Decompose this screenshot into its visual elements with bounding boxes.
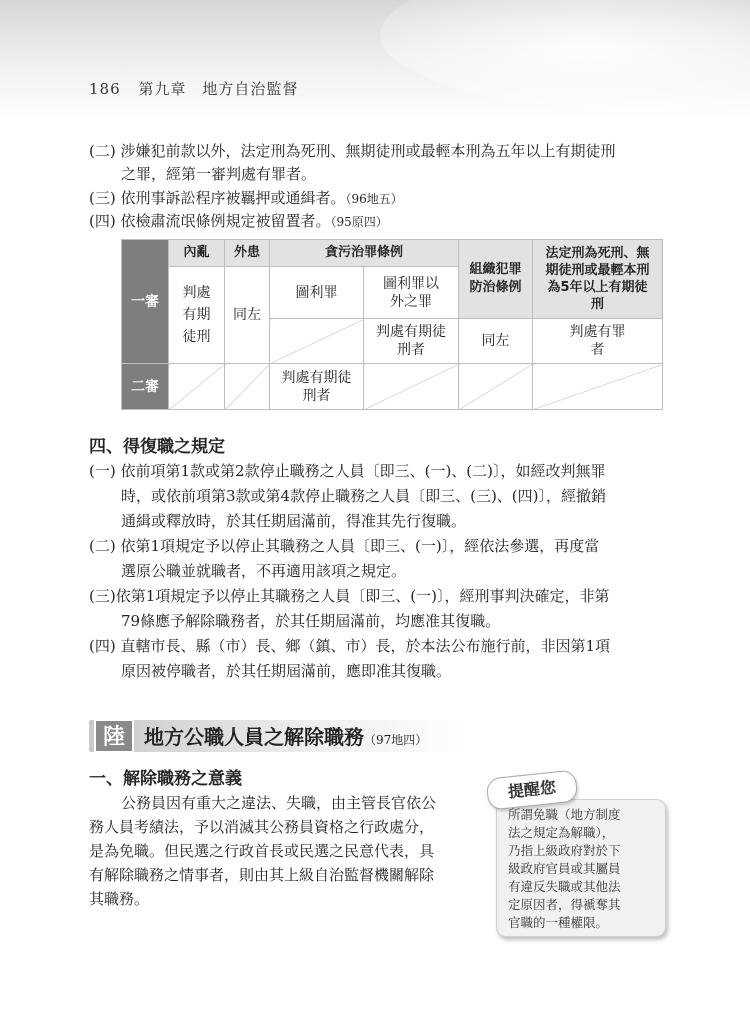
exam-ref: （97地四） <box>364 733 428 747</box>
col-header: 內亂 <box>169 240 225 267</box>
list-item: (三) 依刑事訴訟程序被羈押或通緝者。（96地五） <box>89 189 403 207</box>
list-item-cont: 原因被停職者，於其任期屆滿前，應即准其復職。 <box>121 662 452 680</box>
exam-ref: （96地五） <box>345 192 403 206</box>
empty-cell <box>459 364 533 410</box>
empty-cell <box>225 364 270 410</box>
exam-ref: （95原四） <box>330 215 388 229</box>
list-item: (二) 依第1項規定予以停止其職務之人員〔即三、(一)〕，經依法參選，再度當 <box>89 537 600 555</box>
subsection-heading: 一、解除職務之意義 <box>89 769 242 789</box>
list-item: (四) 依檢肅流氓條例規定被留置者。（95原四） <box>89 212 388 230</box>
trial-table <box>121 239 663 410</box>
list-item-cont: 之罪，經第一審判處有罪者。 <box>121 165 317 183</box>
list-item: (三)依第1項規定予以停止其職務之人員〔即三、(一)〕，經刑事判決確定，非第 <box>89 587 610 605</box>
list-item: (一) 依前項第1款或第2款停止職務之人員〔即三、(一)、(二)〕，如經改判無罪 <box>89 462 606 480</box>
running-header <box>89 78 298 99</box>
col-header: 組織犯罪防治條例 <box>459 240 533 319</box>
table-cell: 同左 <box>225 267 270 364</box>
table-cell: 判處有期徒刑者 <box>270 364 364 410</box>
banner-title: 地方公職人員之解除職務（97地四） <box>144 725 428 749</box>
empty-cell <box>533 364 663 410</box>
list-item: (二) 涉嫌犯前款以外，法定刑為死刑、無期徒刑或最輕本刑為五年以上有期徒刑 <box>89 142 616 160</box>
table-cell: 判處有期徒刑者 <box>364 319 459 364</box>
paragraph-line: 有解除職務之情事者，則由其上級自治監督機關解除 <box>89 866 435 884</box>
paragraph-line: 務人員考績法，予以消滅其公務員資格之行政處分， <box>89 818 435 836</box>
empty-cell <box>169 364 225 410</box>
table-cell: 判處有罪者 <box>533 319 663 364</box>
list-item-cont: 時，或依前項第3款或第4款停止職務之人員〔即三、(三)、(四)〕，經撤銷 <box>121 487 606 505</box>
paragraph-line: 是為免職。但民選之行政首長或民選之民意代表，具 <box>89 842 435 860</box>
section-number-box: 陸 <box>94 719 134 753</box>
list-item-cont: 79條應予解除職務者，於其任期屆滿前，均應准其復職。 <box>121 612 501 630</box>
sub-header: 圖利罪 <box>270 267 364 319</box>
list-item-cont: 通緝或釋放時，於其任期屆滿前，得准其先行復職。 <box>121 512 467 530</box>
table-cell: 同左 <box>459 319 533 364</box>
col-header: 法定刑為死刑、無期徒刑或最輕本刑為5年以上有期徒刑 <box>533 240 663 319</box>
list-item: (四) 直轄市長、縣（市）長、鄉（鎮、市）長，於本法公布施行前，非因第1項 <box>89 637 611 655</box>
paragraph-line: 其職務。 <box>89 890 150 908</box>
table-cell: 判處有期徒刑 <box>169 267 225 364</box>
chapter-title: 第九章 地方自治監督 <box>138 80 299 98</box>
col-header: 外患 <box>225 240 270 267</box>
col-header: 貪污治罪條例 <box>270 240 459 267</box>
empty-cell <box>364 364 459 410</box>
section-heading: 四、得復職之規定 <box>89 437 225 457</box>
row-header-second: 二審 <box>122 364 169 410</box>
sub-header: 圖利罪以外之罪 <box>364 267 459 319</box>
empty-cell <box>270 319 364 364</box>
reminder-text: 所謂免職（地方制度 法之規定為解職）， 乃指上級政府對於下 級政府官員或其屬員 有違反失職或其他法 定原因者，得褫奪其 官職的一種權限。 <box>508 807 621 930</box>
reminder-title: 提醒您 <box>486 769 579 810</box>
page-number: 186 <box>89 80 121 98</box>
row-header-first: 一審 <box>122 240 169 364</box>
paragraph-line: 公務員因有重大之違法、失職，由主管長官依公 <box>121 794 437 812</box>
section-banner <box>89 716 469 754</box>
list-item-cont: 選原公職並就職者，不再適用該項之規定。 <box>121 562 407 580</box>
